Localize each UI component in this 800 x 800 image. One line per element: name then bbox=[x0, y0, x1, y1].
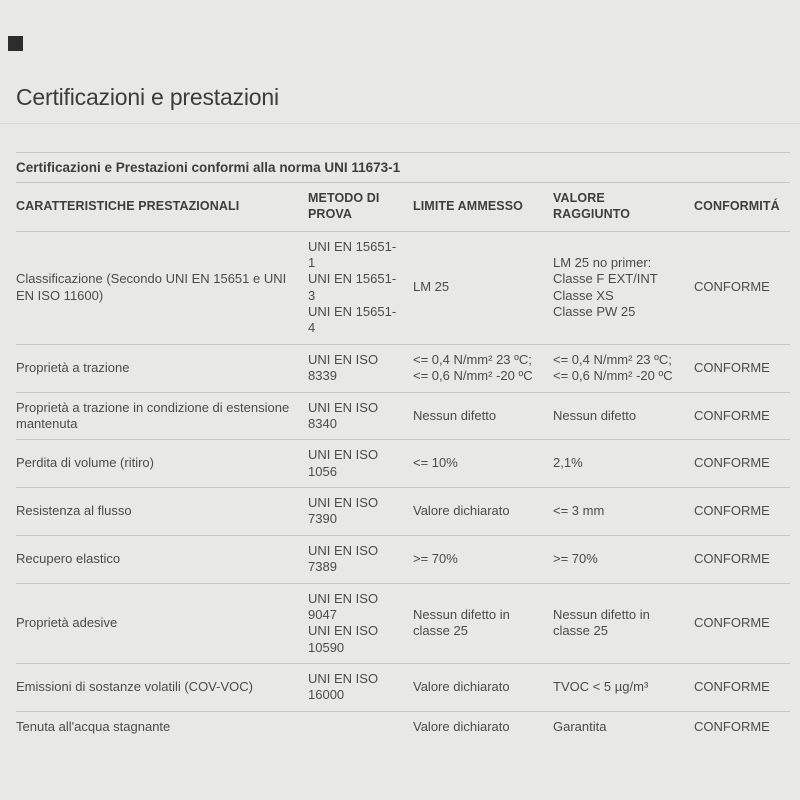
cell-limite: LM 25 bbox=[413, 279, 450, 295]
row-emissioni-cov bbox=[16, 663, 790, 711]
cell-limite: >= 70% bbox=[413, 550, 458, 566]
column-header-limite: LIMITE AMMESSO bbox=[413, 198, 523, 213]
column-header-valore: VALORE RAGGIUNTO bbox=[553, 191, 631, 221]
title-divider bbox=[0, 123, 800, 124]
cell-conformita: CONFORME bbox=[694, 455, 770, 471]
cell-metodo: UNI EN ISO 16000 bbox=[308, 671, 379, 703]
cell-conformita: CONFORME bbox=[694, 550, 770, 566]
cell-valore: >= 70% bbox=[553, 550, 598, 566]
row-proprieta-adesive bbox=[16, 583, 790, 664]
column-header-caratteristiche: CARATTERISTICHE PRESTAZIONALI bbox=[16, 198, 240, 213]
cell-valore: Nessun difetto in classe 25 bbox=[553, 606, 650, 639]
cell-valore: LM 25 no primer: Classe F EXT/INT Classe XS Classe PW 25 bbox=[553, 254, 658, 319]
table-caption: Certificazioni e Prestazioni conformi alla norma UNI 11673-1 bbox=[16, 152, 790, 182]
cell-caratteristica: Classificazione (Secondo UNI EN 15651 e UNI EN ISO 11600) bbox=[16, 271, 287, 303]
cell-limite: Valore dichiarato bbox=[413, 679, 510, 695]
row-recupero-elastico bbox=[16, 535, 790, 583]
cell-valore: 2,1% bbox=[553, 455, 583, 471]
cell-conformita: CONFORME bbox=[694, 359, 770, 375]
cell-valore: TVOC < 5 µg/m³ bbox=[553, 679, 649, 695]
cell-conformita: CONFORME bbox=[694, 407, 770, 423]
cell-caratteristica: Tenuta all'acqua stagnante bbox=[16, 718, 171, 734]
cell-metodo: UNI EN ISO 8339 bbox=[308, 351, 379, 384]
cell-caratteristica: Proprietà a trazione bbox=[16, 359, 130, 375]
table-header-row bbox=[16, 182, 790, 231]
cell-limite: Valore dichiarato bbox=[413, 503, 510, 519]
cell-caratteristica: Perdita di volume (ritiro) bbox=[16, 455, 154, 471]
cell-limite: Nessun difetto bbox=[413, 407, 497, 423]
cell-caratteristica: Proprietà a trazione in condizione di estensione mantenuta bbox=[16, 399, 290, 431]
cell-valore: Nessun difetto bbox=[553, 407, 637, 423]
logo-square bbox=[8, 36, 23, 51]
cell-metodo: UNI EN 15651-1 UNI EN 15651-3 UNI EN 15651-4 bbox=[308, 238, 397, 336]
row-estensione-mantenuta bbox=[16, 392, 790, 440]
cell-valore: Garantita bbox=[553, 718, 607, 734]
column-header-metodo: METODO DI PROVA bbox=[308, 191, 380, 221]
cell-metodo: UNI EN ISO 7389 bbox=[308, 542, 379, 575]
cell-conformita: CONFORME bbox=[694, 503, 770, 519]
cell-conformita: CONFORME bbox=[694, 718, 770, 734]
page-title: Certificazioni e prestazioni bbox=[16, 84, 279, 110]
row-tenuta-acqua bbox=[16, 711, 790, 742]
cell-caratteristica: Recupero elastico bbox=[16, 550, 121, 566]
cell-valore: <= 3 mm bbox=[553, 503, 605, 519]
row-proprieta-trazione bbox=[16, 344, 790, 392]
row-perdita-volume bbox=[16, 439, 790, 487]
cell-conformita: CONFORME bbox=[694, 679, 770, 695]
cell-caratteristica: Proprietà adesive bbox=[16, 615, 118, 631]
cell-metodo: UNI EN ISO 9047 UNI EN ISO 10590 bbox=[308, 590, 379, 655]
cell-metodo: UNI EN ISO 1056 bbox=[308, 447, 379, 479]
row-resistenza-flusso bbox=[16, 487, 790, 535]
cell-valore: <= 0,4 N/mm² 23 ºC; <= 0,6 N/mm² -20 ºC bbox=[553, 351, 673, 384]
row-classificazione bbox=[16, 231, 790, 344]
cell-conformita: CONFORME bbox=[694, 615, 770, 631]
certifications-table bbox=[16, 152, 790, 742]
cell-limite: <= 10% bbox=[413, 455, 458, 471]
cell-caratteristica: Emissioni di sostanze volatili (COV-VOC) bbox=[16, 679, 253, 695]
cell-caratteristica: Resistenza al flusso bbox=[16, 503, 132, 519]
cell-limite: <= 0,4 N/mm² 23 ºC; <= 0,6 N/mm² -20 ºC bbox=[413, 351, 533, 384]
cell-metodo: UNI EN ISO 7390 bbox=[308, 495, 379, 527]
cell-limite: Nessun difetto in classe 25 bbox=[413, 606, 510, 639]
cell-conformita: CONFORME bbox=[694, 279, 770, 295]
cell-limite: Valore dichiarato bbox=[413, 718, 510, 734]
column-header-conformita: CONFORMITÁ bbox=[694, 198, 780, 213]
cell-metodo: UNI EN ISO 8340 bbox=[308, 399, 379, 431]
